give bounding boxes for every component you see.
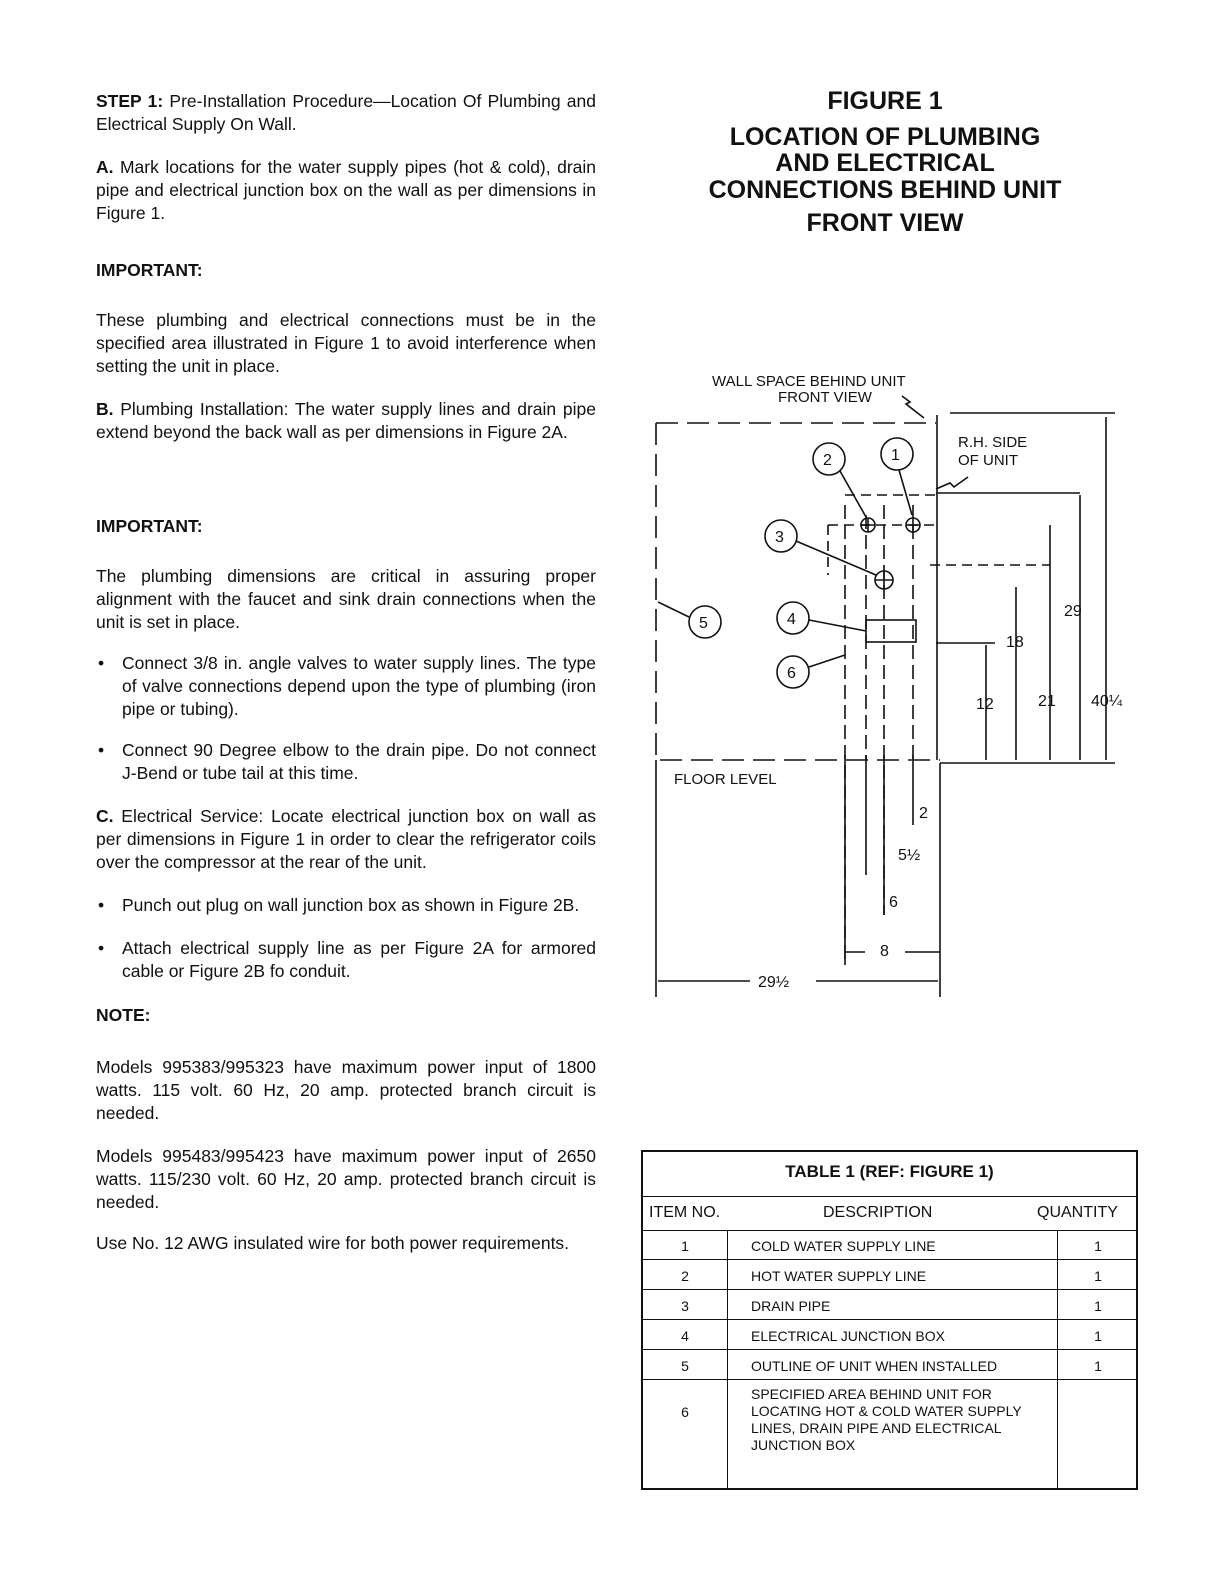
item-quantity: 1 (1094, 1358, 1102, 1374)
item-description: HOT WATER SUPPLY LINE (751, 1268, 927, 1284)
bullet-text: Connect 3/8 in. angle valves to water supply lines. The type of valve connections depend upon the type of plumbing (iron pipe or tubing). (122, 653, 596, 719)
section-b-label: B. (96, 399, 114, 419)
figure-title-line: FRONT VIEW (806, 209, 964, 237)
note-text-3: Use No. 12 AWG insulated wire for both power requirements. (96, 1233, 570, 1253)
bullet-icon: • (98, 653, 105, 673)
rh-side-label-2: OF UNIT (958, 452, 1018, 469)
item-number: 5 (681, 1358, 689, 1374)
bullet-text: Attach electrical supply line as per Figure 2A for armored cable or Figure 2B fo conduit. (122, 938, 596, 981)
rh-side-pointer (936, 477, 968, 489)
front-view-pointer (902, 396, 924, 418)
dim-21 (1038, 525, 1056, 760)
dim-12 (936, 643, 995, 760)
important-text-2: The plumbing dimensions are critical in assuring proper alignment with the faucet and sink drain connections when the unit is set in place. (96, 566, 596, 632)
section-a-paragraph (96, 156, 596, 225)
step-text: Pre-Installation Procedure—Location Of Plumbing and Electrical Supply On Wall. (96, 91, 596, 134)
important-heading-2: IMPORTANT: (96, 516, 203, 536)
item-description: SPECIFIED AREA BEHIND UNIT FOR LOCATING HOT & COLD WATER SUPPLY LINES, DRAIN PIPE AND ELECTRICAL JUNCTION BOX (751, 1386, 1022, 1453)
note-text-2: Models 995483/995423 have maximum power input of 2650 watts. 115/230 volt. 60 Hz, 20 amp. protected branch circuit is needed. (96, 1146, 596, 1212)
step-1-paragraph (96, 90, 596, 136)
junction-box (866, 620, 916, 642)
svg-text:6: 6 (889, 894, 898, 911)
dim-6 (889, 894, 898, 911)
svg-text:5: 5 (699, 615, 708, 632)
callout-5 (658, 602, 721, 638)
item-number: 2 (681, 1268, 689, 1284)
table-divider (643, 1379, 1136, 1380)
item-number: 1 (681, 1238, 689, 1254)
pipe-lines (845, 505, 913, 965)
important-heading-1: IMPORTANT: (96, 260, 203, 280)
step-label: STEP 1: (96, 91, 164, 111)
note-text-1: Models 995383/995323 have maximum power input of 1800 watts. 115 volt. 60 Hz, 20 amp. protected branch circuit is needed. (96, 1057, 596, 1123)
item-quantity: 1 (1094, 1268, 1102, 1284)
figure-title-line: LOCATION OF PLUMBING (729, 123, 1041, 151)
figure-title-line: CONNECTIONS BEHIND UNIT (708, 176, 1062, 204)
item-number: 3 (681, 1298, 689, 1314)
section-a-label: A. (96, 157, 114, 177)
wall-space-label: WALL SPACE BEHIND UNIT (712, 373, 906, 390)
svg-text:29: 29 (1064, 603, 1082, 620)
item-description: COLD WATER SUPPLY LINE (751, 1238, 936, 1254)
item-description: OUTLINE OF UNIT WHEN INSTALLED (751, 1358, 998, 1374)
callout-4 (777, 602, 866, 634)
bullet-icon: • (98, 895, 105, 915)
table-title: TABLE 1 (REF: FIGURE 1) (785, 1162, 994, 1181)
important-text-1: These plumbing and electrical connections must be in the specified area illustrated in Figure 1 to avoid interference when setting the unit in place. (96, 310, 596, 376)
item-quantity: 1 (1094, 1238, 1102, 1254)
cold-water-fitting (861, 518, 875, 532)
table-column-line (727, 1230, 728, 1490)
floor-level-label: FLOOR LEVEL (674, 771, 777, 788)
callout-2 (813, 443, 866, 517)
dim-40 (1091, 417, 1123, 760)
item-number: 4 (681, 1328, 689, 1344)
bullet-icon: • (98, 938, 105, 958)
svg-text:8: 8 (880, 943, 889, 960)
svg-text:12: 12 (976, 696, 994, 713)
front-view-label: FRONT VIEW (778, 389, 872, 406)
table-divider (643, 1230, 1136, 1231)
svg-text:2: 2 (919, 805, 928, 822)
drain-pipe-fitting (875, 571, 893, 589)
bullet-text: Punch out plug on wall junction box as shown in Figure 2B. (122, 895, 580, 915)
table-divider (643, 1349, 1136, 1350)
svg-text:18: 18 (1006, 634, 1024, 651)
table-divider (643, 1289, 1136, 1290)
callout-1 (881, 438, 913, 515)
svg-text:3: 3 (775, 529, 784, 546)
hot-water-fitting (906, 518, 920, 532)
svg-text:29½: 29½ (758, 974, 790, 991)
table-divider (643, 1319, 1136, 1320)
svg-text:1: 1 (891, 447, 900, 464)
unit-outline (656, 423, 940, 760)
bullet-item (96, 739, 596, 785)
bullet-item (96, 652, 596, 721)
figure-title-line: AND ELECTRICAL (775, 149, 995, 177)
bullet-text: Connect 90 Degree elbow to the drain pipe. Do not connect J-Bend or tube tail at this time. (122, 740, 596, 783)
table-divider (643, 1259, 1136, 1260)
section-b-paragraph (96, 398, 596, 444)
section-c-paragraph (96, 805, 596, 874)
item-description: ELECTRICAL JUNCTION BOX (751, 1328, 945, 1344)
column-header: ITEM NO. (649, 1204, 721, 1221)
bullet-item (96, 894, 596, 917)
section-b-text: Plumbing Installation: The water supply lines and drain pipe extend beyond the back wall as per dimensions in Figure 2A. (96, 399, 596, 442)
note-heading: NOTE: (96, 1005, 151, 1025)
plumbing-location-diagram (640, 365, 1140, 1005)
rh-side-label: R.H. SIDE (958, 434, 1028, 451)
section-c-label: C. (96, 806, 114, 826)
dim-18 (1006, 587, 1024, 760)
dim-29 (936, 493, 1082, 760)
callout-6 (777, 655, 845, 688)
parts-table (641, 1150, 1138, 1490)
item-quantity: 1 (1094, 1298, 1102, 1314)
table-divider (643, 1196, 1136, 1197)
item-quantity: 1 (1094, 1328, 1102, 1344)
section-a-text: Mark locations for the water supply pipes (hot & cold), drain pipe and electrical junction box on the wall as per dimensions in Figure 1. (96, 157, 596, 223)
figure-title (660, 86, 1110, 238)
svg-text:40¼: 40¼ (1091, 693, 1123, 710)
bullet-item (96, 937, 596, 983)
svg-text:2: 2 (823, 452, 832, 469)
figure-title-line: FIGURE 1 (827, 87, 943, 115)
item-description: DRAIN PIPE (751, 1298, 831, 1314)
bullet-icon: • (98, 740, 105, 760)
svg-text:6: 6 (787, 665, 796, 682)
svg-text:5½: 5½ (898, 847, 921, 864)
specified-area-outline (828, 495, 1050, 575)
dim-29-half (658, 974, 938, 991)
dim-2 (919, 805, 928, 822)
dim-5-half (898, 847, 920, 864)
item-number: 6 (681, 1404, 689, 1420)
instructions-column (96, 90, 596, 1255)
callout-3 (765, 520, 876, 575)
column-header: DESCRIPTION (823, 1204, 933, 1221)
dim-8 (845, 943, 940, 960)
svg-text:21: 21 (1038, 693, 1056, 710)
section-c-text: Electrical Service: Locate electrical junction box on wall as per dimensions in Figure 1 in order to clear the refrigerator coils over the compressor at the rear of the unit. (96, 806, 596, 872)
column-header: QUANTITY (1037, 1204, 1118, 1221)
svg-text:4: 4 (787, 611, 796, 628)
